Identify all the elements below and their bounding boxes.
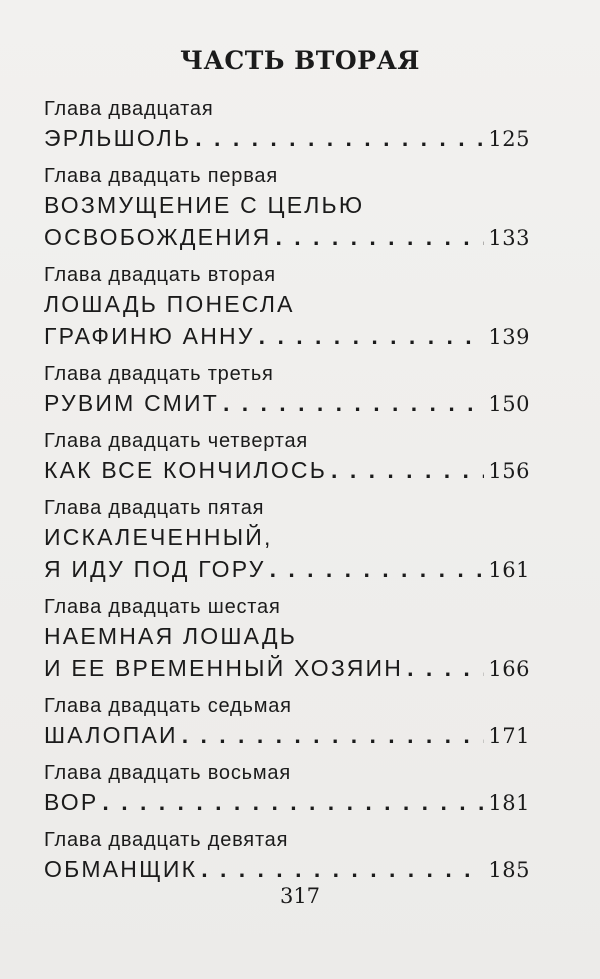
chapter-title: ИСКАЛЕЧЕННЫЙ, (44, 524, 273, 550)
chapter-title: НАЕМНАЯ ЛОШАДЬ (44, 623, 298, 649)
chapter-title-line (44, 454, 530, 487)
chapter-title: ВОР (44, 789, 99, 815)
chapter-title: ШАЛОПАИ (44, 722, 178, 748)
dot-leader (276, 221, 485, 253)
part-title: ЧАСТЬ ВТОРАЯ (180, 46, 420, 75)
chapter-title-line (44, 620, 530, 652)
toc-entry (44, 495, 530, 586)
chapter-title-line (44, 189, 530, 221)
chapter-title: ГРАФИНЮ АННУ (44, 323, 255, 349)
chapter-title-line (44, 719, 530, 752)
chapter-title: РУВИМ СМИТ (44, 390, 219, 416)
dot-leader (259, 320, 485, 352)
chapter-title-line (44, 221, 530, 254)
chapter-page-number: 166 (488, 657, 530, 681)
chapter-title: ВОЗМУЩЕНИЕ С ЦЕЛЬЮ (44, 192, 365, 218)
chapter-number: Глава двадцать третья (44, 363, 274, 385)
toc-entry (44, 760, 530, 819)
chapter-page-number: 139 (488, 325, 530, 349)
chapter-page-number: 171 (488, 724, 530, 748)
chapter-title-line (44, 786, 530, 819)
chapter-number: Глава двадцать первая (44, 165, 278, 187)
chapter-title-line (44, 320, 530, 353)
chapter-number: Глава двадцать четвертая (44, 430, 309, 452)
chapter-title-line (44, 853, 530, 886)
chapter-title-line (44, 387, 530, 420)
chapter-page-number: 133 (488, 226, 530, 250)
dot-leader (407, 652, 484, 684)
chapter-number: Глава двадцать шестая (44, 596, 281, 618)
toc-entry (44, 827, 530, 886)
dot-leader (223, 387, 484, 419)
chapter-title: КАК ВСЕ КОНЧИЛОСЬ (44, 457, 328, 483)
toc-entry (44, 594, 530, 685)
chapter-title: ЭРЛЬШОЛЬ (44, 125, 192, 151)
chapter-title: Я ИДУ ПОД ГОРУ (44, 556, 266, 582)
chapter-title: ОБМАНЩИК (44, 856, 198, 882)
chapter-number: Глава двадцать девятая (44, 829, 289, 851)
chapter-title-line (44, 521, 530, 553)
dot-leader (102, 786, 484, 818)
toc-entry (44, 361, 530, 420)
dot-leader (195, 122, 484, 154)
chapter-number: Глава двадцать вторая (44, 264, 276, 286)
chapter-title-line (44, 122, 530, 155)
dot-leader (182, 719, 485, 751)
toc-entry (44, 428, 530, 487)
chapter-number: Глава двадцатая (44, 98, 214, 120)
chapter-page-number: 156 (488, 459, 530, 483)
chapter-title: И ЕЕ ВРЕМЕННЫЙ ХОЗЯИН (44, 655, 404, 681)
toc-entry (44, 163, 530, 254)
chapter-page-number: 185 (488, 858, 530, 882)
chapter-title-line (44, 553, 530, 586)
chapter-page-number: 125 (488, 127, 530, 151)
toc-entry (44, 96, 530, 155)
chapter-page-number: 161 (488, 558, 530, 582)
toc-entry (44, 262, 530, 353)
chapter-page-number: 150 (488, 392, 530, 416)
chapter-title: ЛОШАДЬ ПОНЕСЛА (44, 291, 295, 317)
dot-leader (270, 553, 485, 585)
chapter-number: Глава двадцать седьмая (44, 695, 292, 717)
chapter-number: Глава двадцать восьмая (44, 762, 291, 784)
dot-leader (201, 853, 484, 885)
page-number: 317 (279, 884, 321, 908)
chapter-number: Глава двадцать пятая (44, 497, 265, 519)
chapter-title: ОСВОБОЖДЕНИЯ (44, 224, 272, 250)
table-of-contents (44, 96, 530, 894)
toc-entry (44, 693, 530, 752)
chapter-title-line (44, 288, 530, 320)
chapter-title-line (44, 652, 530, 685)
dot-leader (331, 454, 484, 486)
chapter-page-number: 181 (488, 791, 530, 815)
